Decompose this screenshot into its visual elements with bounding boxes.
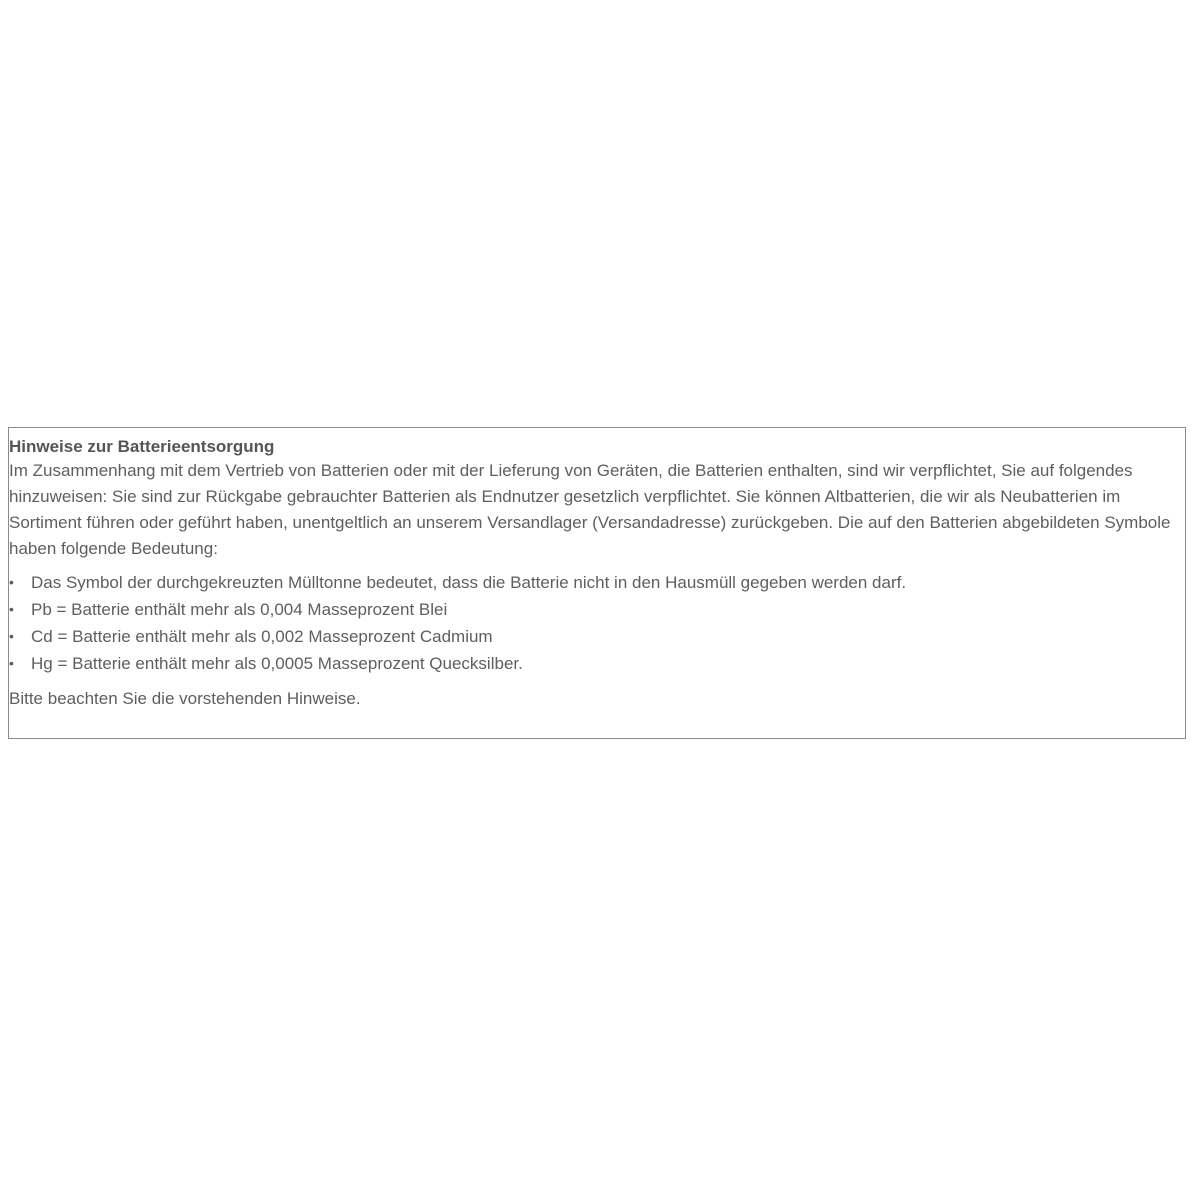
notice-footer: Bitte beachten Sie die vorstehenden Hinweise.: [9, 689, 361, 708]
list-item: [9, 596, 1185, 623]
bullet-icon: •: [9, 574, 14, 590]
list-item-text: Hg = Batterie enthält mehr als 0,0005 Masseprozent Quecksilber.: [31, 654, 523, 673]
notice-paragraph: Im Zusammenhang mit dem Vertrieb von Batterien oder mit der Lieferung von Geräten, die Batterien enthalten, sind wir verpflichtet, Sie auf folgendes hinzuweisen: Sie sind zur Rückgabe gebrauchter Batterien als Endnutzer gesetzlich verpflichtet. Sie können Altbatterien, die wir als Neubatterien im Sortiment führen oder geführt haben, unentgeltlich an unserem Versandlager (Versandadresse) zurückgeben. Die auf den Batterien abgebildeten Symbole haben folgende Bedeutung:: [9, 461, 1171, 558]
list-item: [9, 623, 1185, 650]
notice-title: Hinweise zur Batterieentsorgung: [9, 437, 275, 456]
list-item-text: Pb = Batterie enthält mehr als 0,004 Masseprozent Blei: [31, 600, 448, 619]
list-item-text: Cd = Batterie enthält mehr als 0,002 Masseprozent Cadmium: [31, 627, 493, 646]
bullet-icon: •: [9, 601, 14, 617]
list-item: [9, 650, 1185, 677]
list-item: [9, 569, 1185, 596]
bullet-icon: •: [9, 655, 14, 671]
bullet-icon: •: [9, 628, 14, 644]
battery-disposal-notice: [8, 427, 1186, 739]
list-item-text: Das Symbol der durchgekreuzten Mülltonne bedeutet, dass die Batterie nicht in den Hausmüll gegeben werden darf.: [31, 573, 907, 592]
symbol-list: [9, 569, 1185, 677]
